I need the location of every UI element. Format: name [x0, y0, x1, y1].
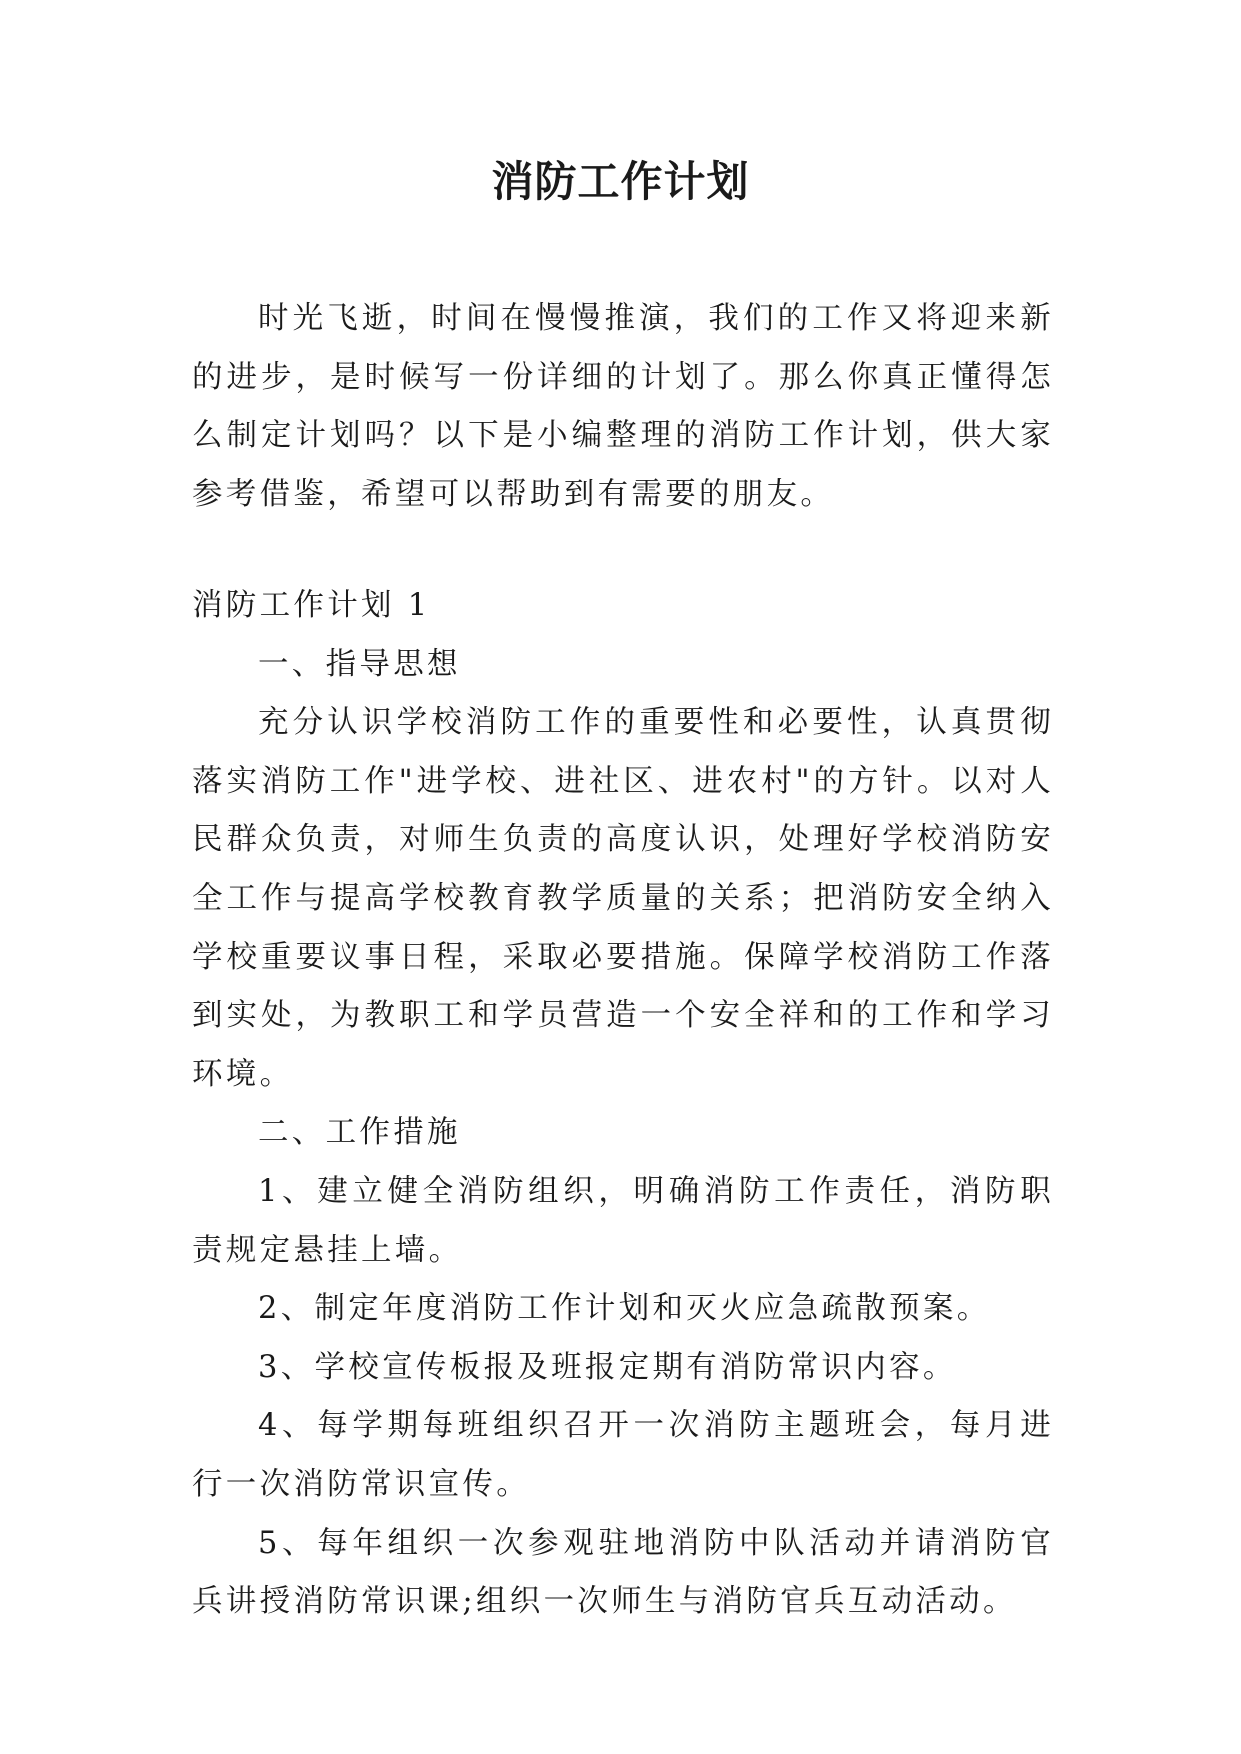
list-item: 1、建立健全消防组织，明确消防工作责任，消防职责规定悬挂上墙。: [192, 1173, 1054, 1268]
list-item: 3、学校宣传板报及班报定期有消防常识内容。: [258, 1349, 957, 1385]
document-title: 消防工作计划: [491, 157, 750, 206]
list-item: 5、每年组织一次参观驻地消防中队活动并请消防官兵讲授消防常识课;组织一次师生与消防官兵互动活动。: [192, 1525, 1054, 1620]
list-item: 2、制定年度消防工作计划和灭火应急疏散预案。: [258, 1291, 991, 1327]
heading-work-measures: 二、工作措施: [258, 1115, 461, 1151]
list-item: 4、每学期每班组织召开一次消防主题班会，每月进行一次消防常识宣传。: [192, 1408, 1054, 1502]
section-title: 消防工作计划 1: [192, 588, 431, 623]
content-block: [192, 577, 1054, 1632]
heading-guiding-ideology: 一、指导思想: [258, 646, 461, 682]
intro-paragraph: 时光飞逝，时间在慢慢推演，我们的工作又将迎来新的进步，是时候写一份详细的计划了。那么你真正懂得怎么制定计划吗？以下是小编整理的消防工作计划，供大家参考借鉴，希望可以帮助到有需要的朋友。: [192, 301, 1054, 512]
intro-block: [192, 290, 1054, 524]
paragraph-guiding-ideology: 充分认识学校消防工作的重要性和必要性，认真贯彻落实消防工作"进学校、进社区、进农村"的方针。以对人民群众负责，对师生负责的高度认识，处理好学校消防安全工作与提高学校教育教学质量的关系；把消防安全纳入学校重要议事日程，采取必要措施。保障学校消防工作落到实处，为教职工和学员营造一个安全祥和的工作和学习环境。: [192, 705, 1054, 1092]
